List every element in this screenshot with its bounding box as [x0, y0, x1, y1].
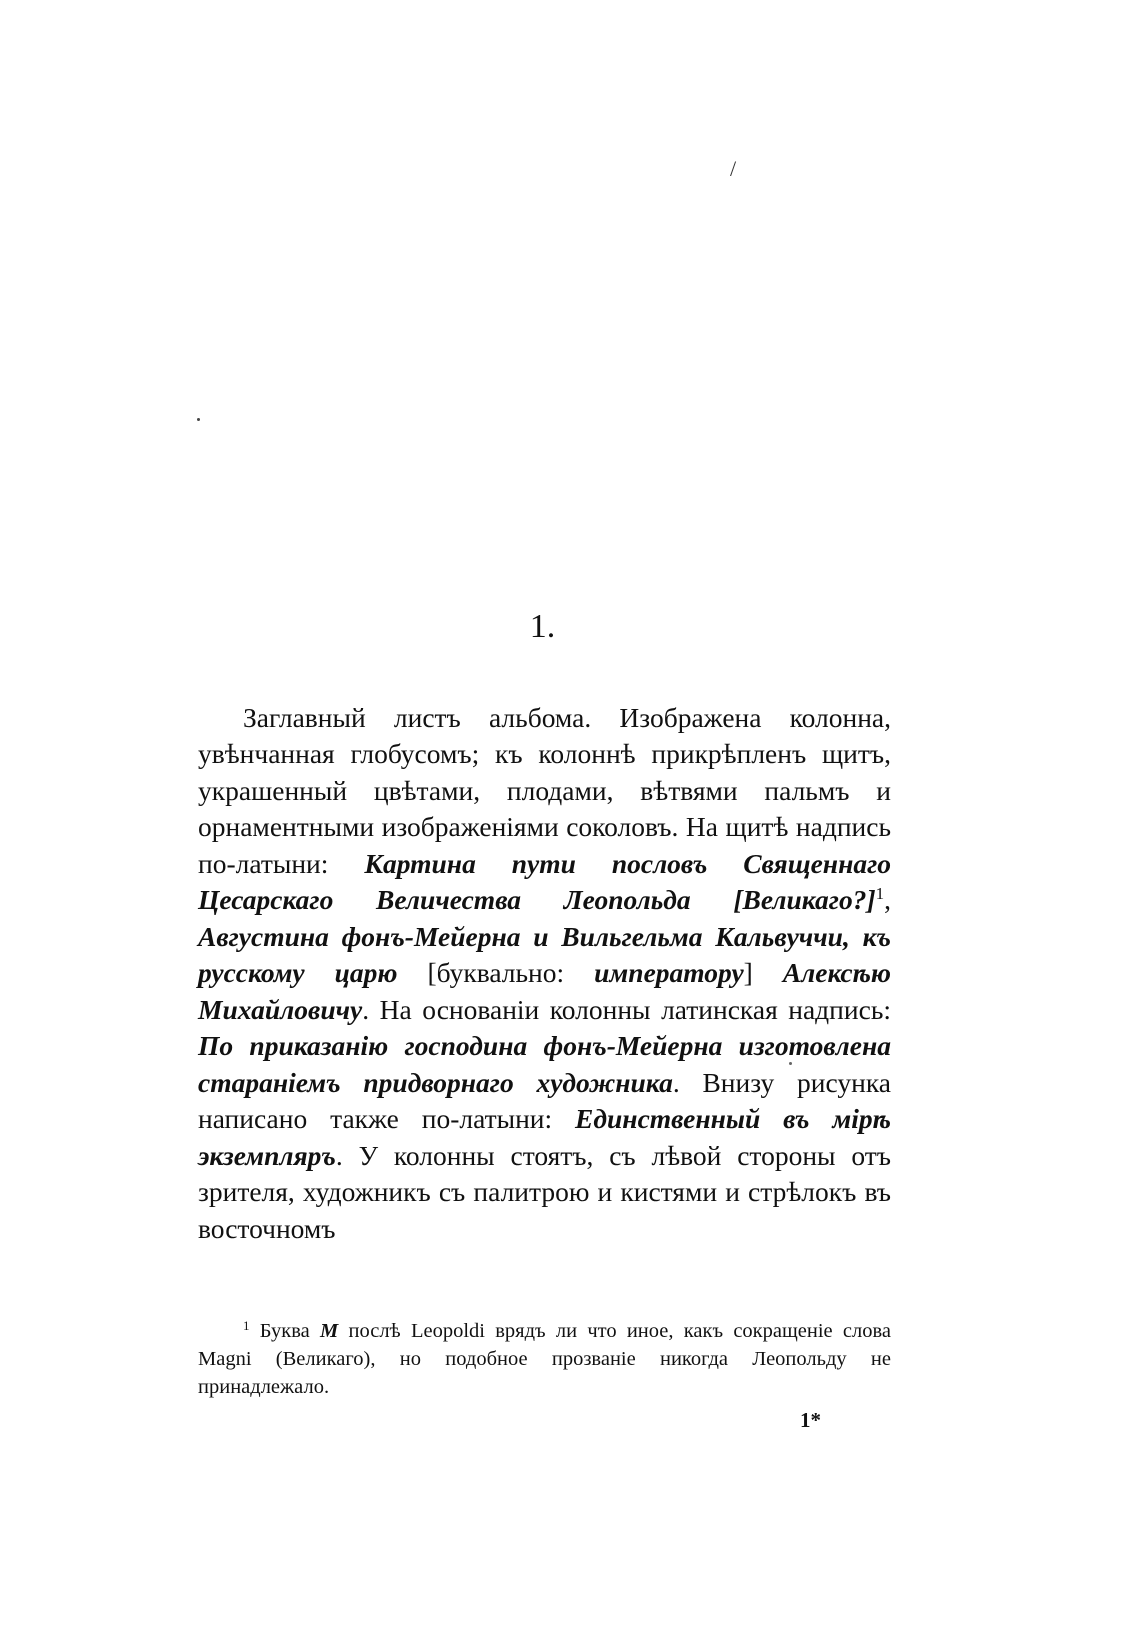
footnote [198, 1317, 891, 1401]
body-text-run: . У колонны стоятъ, съ лѣвой стороны отъ зрителя, художникъ съ палитрою и кистями и стрѣлокъ въ восточномъ [198, 1139, 891, 1244]
body-text-run: , [884, 884, 891, 915]
body-italic-run: Августина фонъ-Мейерна и Вильгельма Кальвуччи, къ русскому царю [198, 920, 891, 988]
body-italic-run: императору [594, 957, 744, 988]
scan-speck: / [730, 156, 737, 181]
body-italic-run: Картина пути пословъ Священнаго Цесарскаго Величества Леопольда [Великаго?] [198, 847, 891, 915]
footnote-text-run: Буква [249, 1319, 320, 1342]
body-text-run: ] [743, 957, 783, 988]
body-text-run: . На основаніи колонны латинская надпись: [362, 993, 891, 1025]
section-number: 1. [529, 608, 556, 645]
body-italic-run: Алексѣю Михайловичу [198, 957, 891, 1025]
scan-dot [197, 418, 200, 421]
body-text-run: . Внизу рисунка написано также по-латыни: [198, 1066, 891, 1134]
footnote-reference: 1 [875, 884, 885, 903]
body-text-run: [буквально: [397, 957, 595, 988]
footnote-text-run: послѣ Leopoldi врядъ ли что иное, какъ сокращеніе слова Magni (Великаго), но подобное прозваніе никогда Леопольду не принадлежало. [198, 1319, 891, 1398]
body-italic-run: Единственный въ мірѣ экземпляръ [198, 1103, 891, 1171]
footnote-marker: 1 [243, 1317, 250, 1333]
footnote-letter: M [320, 1319, 339, 1342]
body-italic-run: По приказанію господина фонъ-Мейерна изготовлена стараніемъ придворнаго художника [198, 1030, 891, 1098]
body-paragraph [198, 700, 891, 1248]
signature-mark: 1* [800, 1408, 821, 1432]
body-text-run: Заглавный листъ альбома. Изображена колонна, увѣнчанная глобусомъ; къ колоннѣ прикрѣпленъ щитъ, украшенный цвѣтами, плодами, вѣтвями пальмъ и орнаментными изображеніями соколовъ. На щитѣ надпись по-латыни: [198, 701, 891, 879]
